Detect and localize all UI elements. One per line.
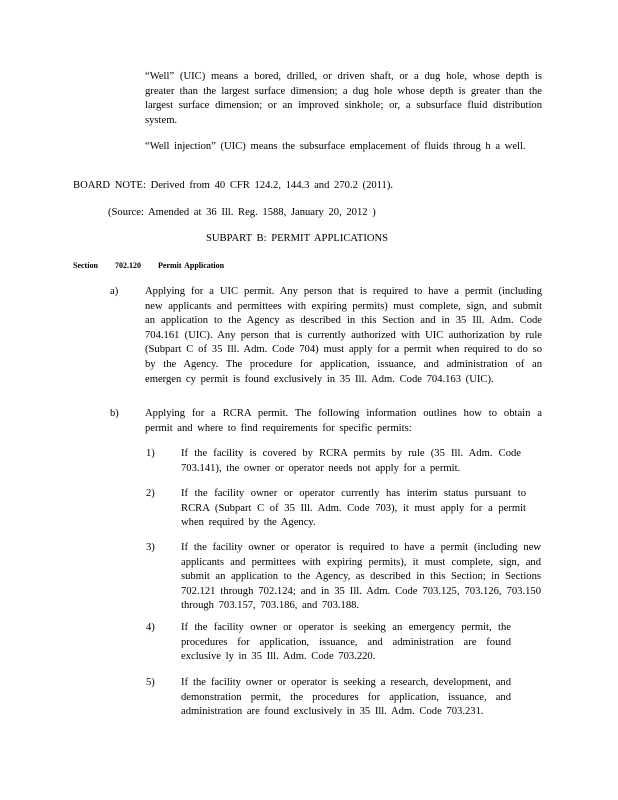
subparagraph-marker-4: 4) — [146, 622, 155, 633]
board-note: BOARD NOTE: Derived from 40 CFR 124.2, 144.3 and 270.2 (2011). — [73, 180, 394, 191]
definition-well-injection: “Well injection” (UIC) means the subsurface emplacement of fluids throug h a well. — [145, 141, 526, 152]
subparagraph-marker-2: 2) — [146, 488, 155, 499]
section-label: Section — [73, 261, 98, 270]
subparagraph-5: If the facility owner or operator is seeking a research, development, and demonstration permit, the procedures for application, issuance, and administration are found exclusively in 35 Ill. Adm. Code 703.231. — [181, 677, 511, 718]
subparagraph-4: If the facility owner or operator is seeking an emergency permit, the procedures for application, issuance, and administration are found exclusive ly in 35 Ill. Adm. Code 703.220. — [181, 622, 511, 663]
section-title: Permit Application — [158, 261, 225, 270]
subparagraph-marker-3: 3) — [146, 542, 155, 553]
section-title-wrap — [158, 261, 224, 271]
section-number: 702.120 — [115, 261, 141, 270]
paragraph-a: Applying for a UIC permit. Any person that is required to have a permit (including new applicants and permittees with expiring permits) must complete, sign, and submit an application to the Agency as described in this Section and in 35 Ill. Adm. Code 704.161 (UIC). Any person that is currently authorized with UIC authorization by rule (Subpart C of 35 Ill. Adm. Code 704) must apply for a permit when required to do so by the Agency. The procedure for application, issuance, and administration of an emergen cy permit is found exclusively in 35 Ill. Adm. Code 704.163 (UIC). — [145, 286, 542, 385]
subparagraph-marker-1: 1) — [146, 448, 155, 459]
section-number-wrap — [115, 261, 141, 271]
subparagraph-marker-5: 5) — [146, 677, 155, 688]
definition-well: “Well” (UIC) means a bored, drilled, or driven shaft, or a dug hole, whose depth is greater than the largest surface dimension; a dug hole whose depth is greater than the largest surface dimension; or an improved sinkhole; or, a subsurface fluid distribution system. — [145, 71, 542, 126]
paragraph-marker-a: a) — [110, 286, 119, 297]
subpart-heading: SUBPART B: PERMIT APPLICATIONS — [206, 233, 389, 244]
paragraph-marker-b: b) — [110, 408, 119, 419]
subparagraph-2: If the facility owner or operator currently has interim status pursuant to RCRA (Subpart C of 35 Ill. Adm. Code 703), it must apply for a permit when required by the Agency. — [181, 488, 526, 529]
subparagraph-3: If the facility owner or operator is required to have a permit (including new applicants and permittees with expiring permits), it must complete, sign, and submit an application to the Agency, as described in this Section; in Sections 702.121 through 702.124; and in 35 Ill. Adm. Code 703.125, 703.126, 703.150 through 703.157, 703.186, and 703.188. — [181, 542, 541, 612]
source-note: (Source: Amended at 36 Ill. Reg. 1588, January 20, 2012 ) — [108, 207, 376, 218]
subparagraph-1: If the facility is covered by RCRA permits by rule (35 Ill. Adm. Code 703.141), the owner or operator needs not apply for a permit. — [181, 448, 521, 474]
paragraph-b: Applying for a RCRA permit. The following information outlines how to obtain a permit and where to find requirements for specific permits: — [145, 408, 542, 434]
section-heading — [73, 261, 98, 271]
